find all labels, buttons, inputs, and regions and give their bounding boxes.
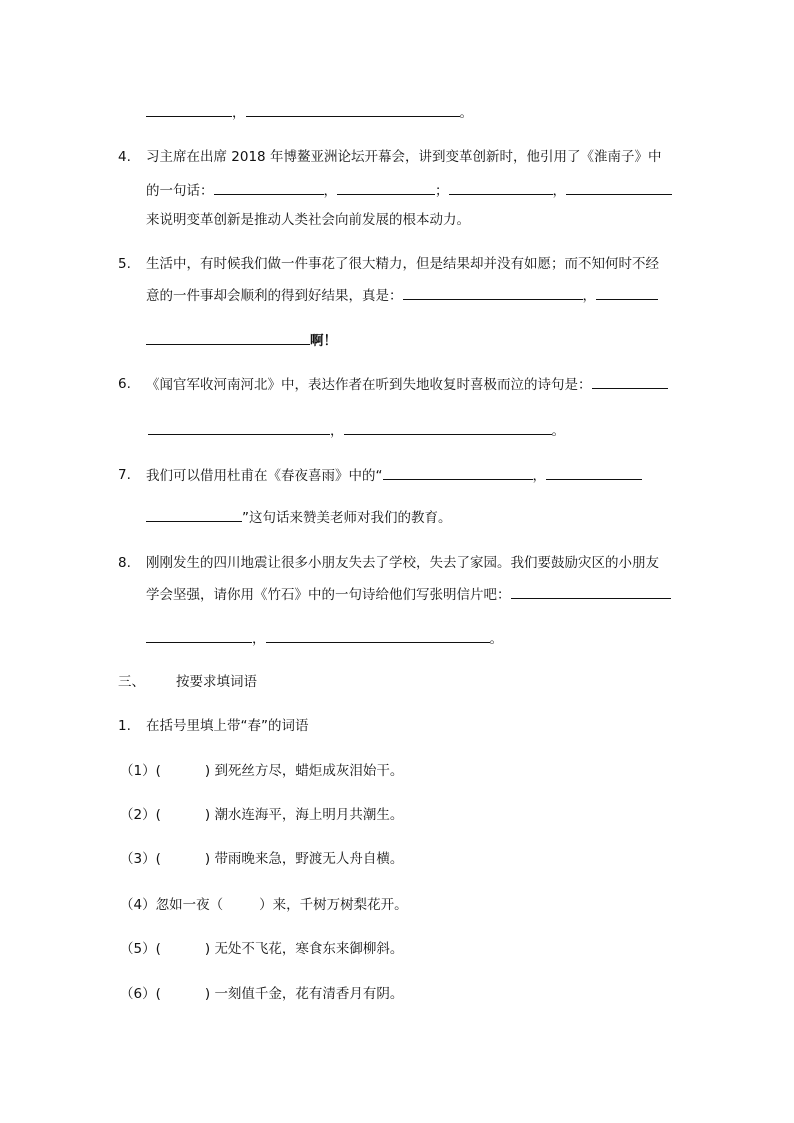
question-text: 啊！ <box>310 333 337 349</box>
question-number: 7. <box>118 467 131 483</box>
answer-blank[interactable] <box>214 180 324 195</box>
fill-item <box>120 895 408 915</box>
fill-item <box>120 761 403 781</box>
question-text: 习主席在出席 2018 年博鳌亚洲论坛开幕会，讲到变革创新时，他引用了《淮南子》中 <box>146 149 662 165</box>
comma: ， <box>252 631 266 647</box>
answer-blank[interactable] <box>266 628 490 643</box>
answer-blank[interactable] <box>337 180 435 195</box>
answer-line <box>146 628 503 648</box>
period: 。 <box>489 631 503 647</box>
item-close: ）来，千树万树梨花开。 <box>259 897 408 913</box>
item-label: （2）( <box>120 807 161 823</box>
item-close: ) <box>204 763 211 779</box>
period: 。 <box>551 423 565 439</box>
question-number: 5. <box>118 256 131 272</box>
answer-blank[interactable] <box>344 420 552 435</box>
item-text: 无处不飞花，寒食东来御柳斜。 <box>214 941 404 957</box>
answer-blank[interactable] <box>566 180 672 195</box>
item-label: （5）( <box>120 941 161 957</box>
item-label: （1）( <box>120 763 161 779</box>
item-text: 到死丝方尽，蜡炬成灰泪始干。 <box>214 763 404 779</box>
question-text: ”这句话来赞美老师对我们的教育。 <box>242 510 452 526</box>
answer-blank[interactable] <box>403 285 583 300</box>
section-title: 按要求填词语 <box>176 674 257 690</box>
comma: ， <box>582 288 596 304</box>
item-text: 一刻值千金，花有清香月有阴。 <box>214 986 404 1002</box>
answer-line <box>146 180 672 200</box>
item-label: （4）忽如一夜（ <box>120 897 224 913</box>
answer-blank[interactable] <box>383 465 533 480</box>
answer-blank[interactable] <box>449 180 553 195</box>
answer-line <box>146 285 658 305</box>
fill-item <box>120 939 403 959</box>
question-number: 4. <box>118 149 131 165</box>
answer-blank[interactable] <box>596 285 658 300</box>
question-text: 学会坚强，请你用《竹石》中的一句诗给他们写张明信片吧： <box>146 587 511 603</box>
question-text-line <box>146 374 668 394</box>
item-text: 潮水连海平，海上明月共潮生。 <box>214 807 404 823</box>
answer-line <box>146 507 452 527</box>
top-answer-line <box>146 102 473 122</box>
question-number: 6. <box>118 376 131 392</box>
item-text: 带雨晚来急，野渡无人舟自横。 <box>214 851 404 867</box>
answer-blank[interactable] <box>146 628 252 643</box>
answer-line <box>146 330 337 350</box>
question-number: 1. <box>118 718 131 734</box>
fill-item <box>120 805 403 825</box>
question-text: 我们可以借用杜甫在《春夜喜雨》中的“ <box>146 468 383 484</box>
answer-blank[interactable] <box>592 374 668 389</box>
period: 。 <box>459 105 473 121</box>
question-text: 生活中，有时候我们做一件事花了很大精力，但是结果却并没有如愿；而不知何时不经 <box>146 256 659 272</box>
question-text: 《闻官军收河南河北》中，表达作者在听到失地收复时喜极而泣的诗句是： <box>146 377 592 393</box>
item-close: ) <box>204 807 211 823</box>
question-text-line <box>146 465 642 485</box>
question-number: 8. <box>118 555 131 571</box>
answer-blank[interactable] <box>146 102 232 117</box>
comma: ， <box>532 468 546 484</box>
answer-blank[interactable] <box>546 465 642 480</box>
question-text: 刚刚发生的四川地震让很多小朋友失去了学校，失去了家园。我们要鼓励灾区的小朋友 <box>146 555 659 571</box>
answer-blank[interactable] <box>146 507 242 522</box>
answer-blank[interactable] <box>146 330 310 345</box>
question-text: 在括号里填上带“春”的词语 <box>146 718 309 734</box>
question-text: 的一句话： <box>146 183 214 199</box>
item-close: ) <box>204 986 211 1002</box>
fill-item <box>120 849 403 869</box>
item-close: ) <box>204 941 211 957</box>
semicolon: ； <box>435 183 449 199</box>
comma: ， <box>232 105 246 121</box>
comma: ， <box>323 183 337 199</box>
section-number: 三、 <box>118 674 145 690</box>
answer-line <box>146 420 565 440</box>
item-label: （6）( <box>120 986 161 1002</box>
item-label: （3）( <box>120 851 161 867</box>
question-text: 来说明变革创新是推动人类社会向前发展的根本动力。 <box>146 212 470 228</box>
fill-item <box>120 984 403 1004</box>
item-close: ) <box>204 851 211 867</box>
answer-blank[interactable] <box>246 102 460 117</box>
answer-blank[interactable] <box>148 420 330 435</box>
question-text: 意的一件事却会顺利的得到好结果，真是： <box>146 288 403 304</box>
answer-blank[interactable] <box>511 584 671 599</box>
comma: ， <box>330 423 344 439</box>
question-text-line <box>146 584 671 604</box>
comma: ， <box>552 183 566 199</box>
